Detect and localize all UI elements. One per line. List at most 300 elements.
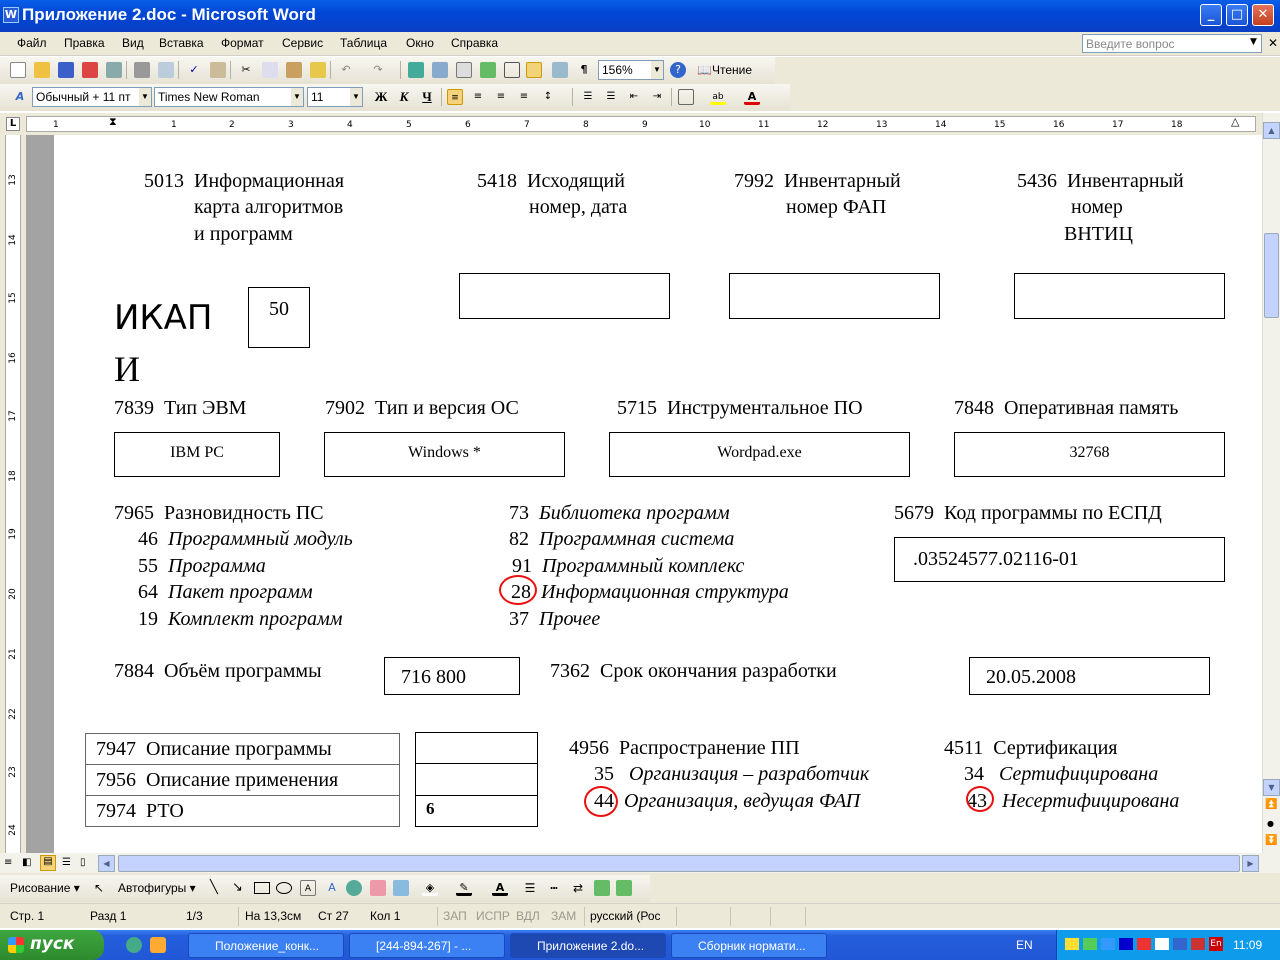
menu-view[interactable]: Вид — [122, 36, 144, 50]
quicklaunch-icon[interactable] — [150, 937, 166, 953]
paste-icon[interactable] — [286, 62, 302, 78]
field-code: 7947 — [96, 737, 136, 760]
option-text: Организация – разработчик — [629, 763, 870, 785]
font-combo[interactable] — [154, 87, 304, 107]
os-version-box[interactable] — [324, 432, 565, 477]
option-number: 37 — [509, 608, 529, 630]
ruler-number: 5 — [406, 120, 412, 130]
status-extend[interactable]: ВДЛ — [516, 909, 540, 923]
picture-icon[interactable] — [393, 880, 409, 896]
distribution-label — [569, 737, 800, 760]
computer-type-box[interactable] — [114, 432, 280, 477]
field-7902-label — [325, 397, 519, 420]
quicklaunch-ie-icon[interactable] — [126, 937, 142, 953]
field-5013-code: 5013 — [144, 170, 184, 192]
variety-option — [138, 528, 353, 551]
espd-code-box[interactable] — [894, 537, 1225, 582]
font-size-value: 11 — [311, 90, 324, 104]
separator — [671, 88, 672, 106]
research-icon[interactable] — [210, 62, 226, 78]
ikap-heading: ИКАП — [114, 298, 213, 338]
field-5418-line1: Исходящий — [527, 170, 625, 192]
vertical-scrollbar[interactable] — [1262, 113, 1280, 853]
open-icon[interactable] — [34, 62, 50, 78]
indent-marker[interactable]: ⧗ — [109, 115, 117, 128]
print-icon[interactable] — [134, 62, 150, 78]
ruler-number: 7 — [524, 120, 530, 130]
window-title: Приложение 2.doc - Microsoft Word — [22, 5, 316, 24]
tray-icon[interactable] — [1101, 938, 1115, 950]
documentation-table — [85, 733, 400, 827]
separator — [437, 907, 438, 926]
os-version-value: Windows * — [408, 444, 481, 461]
computer-type-value: IBM PC — [170, 444, 224, 461]
line-spacing-icon[interactable]: ↕ — [543, 91, 553, 102]
status-language: русский (Рос — [590, 909, 661, 923]
field-5436-code: 5436 — [1017, 170, 1057, 192]
separator — [572, 88, 573, 106]
field-5013-line2: карта алгоритмов — [194, 196, 344, 218]
redo-icon[interactable]: ↷ — [373, 63, 383, 76]
cut-icon[interactable]: ✂ — [241, 63, 251, 76]
field-5418-code: 5418 — [477, 170, 517, 192]
task-label: Сборник нормати... — [698, 939, 806, 953]
line-style-icon[interactable]: ☰ — [524, 881, 536, 895]
horizontal-scrollbar — [0, 853, 1280, 873]
tray-icon[interactable] — [1083, 938, 1097, 950]
variety-option — [138, 581, 313, 604]
option-text: Программный модуль — [168, 528, 353, 550]
wordart-icon[interactable]: A — [328, 881, 336, 894]
maximize-button[interactable]: □ — [1226, 4, 1248, 26]
font-value: Times New Roman — [158, 90, 260, 104]
ruler-number: 23 — [8, 766, 18, 778]
status-position: На 13,3см — [245, 909, 302, 923]
field-code: 4956 — [569, 737, 609, 759]
distribution-option — [594, 763, 869, 786]
new-document-icon[interactable] — [10, 62, 26, 78]
doc-value-box[interactable] — [415, 763, 538, 796]
deadline-label — [550, 660, 837, 683]
autoshapes-menu[interactable]: Автофигуры ▾ — [118, 881, 196, 895]
option-text: Программный комплекс — [542, 555, 745, 577]
chevron-down-icon: ▼ — [350, 88, 362, 106]
status-record[interactable]: ЗАП — [443, 909, 467, 923]
option-number: 82 — [509, 528, 529, 550]
menu-file[interactable]: Файл — [17, 36, 47, 50]
option-number: 64 — [138, 581, 158, 603]
ruler-number: 14 — [8, 234, 18, 246]
ruler-number: 2 — [229, 120, 235, 130]
reading-view-icon[interactable]: ▯ — [80, 857, 86, 868]
tray-icon[interactable] — [1173, 938, 1187, 950]
variety-option — [509, 608, 600, 631]
print-preview-icon[interactable] — [158, 62, 174, 78]
start-button[interactable] — [0, 930, 104, 960]
field-code: 5715 — [617, 397, 657, 419]
option-text: Программа — [168, 555, 266, 577]
align-center-icon[interactable]: ≡ — [473, 91, 483, 102]
drawing-icon[interactable] — [526, 62, 542, 78]
task-label: Приложение 2.do... — [537, 939, 645, 953]
field-7992-code: 7992 — [734, 170, 774, 192]
field-title: Сертификация — [993, 737, 1118, 759]
option-number: 43 — [967, 790, 987, 812]
diagram-icon[interactable] — [346, 880, 362, 896]
variety-option — [509, 502, 730, 525]
increase-indent-icon[interactable]: ⇥ — [652, 91, 662, 102]
option-number: 46 — [138, 528, 158, 550]
variety-option — [512, 555, 744, 578]
ruler-number: 13 — [8, 174, 18, 186]
tool-software-value: Wordpad.exe — [717, 444, 802, 461]
permission-icon[interactable] — [82, 62, 98, 78]
menu-tools[interactable]: Сервис — [282, 36, 324, 50]
numbering-icon[interactable]: ☰ — [583, 91, 593, 102]
table-row — [86, 734, 400, 765]
save-icon[interactable] — [58, 62, 74, 78]
variety-option — [138, 608, 342, 631]
font-size-combo[interactable] — [307, 87, 363, 107]
chevron-down-icon: ▼ — [291, 88, 303, 106]
tray-icon[interactable] — [1155, 938, 1169, 950]
bold-icon[interactable]: Ж — [374, 89, 388, 104]
status-overtype[interactable]: ЗАМ — [551, 909, 577, 923]
reading-label: Чтение — [711, 63, 752, 77]
start-label: пуск — [30, 934, 75, 954]
task-button[interactable] — [671, 933, 827, 958]
table-row — [86, 796, 400, 827]
table-cell — [86, 765, 400, 796]
field-7992-line1: Инвентарный — [784, 170, 901, 192]
ruler-number: 1 — [171, 120, 177, 130]
spelling-icon[interactable]: ✓ — [189, 63, 199, 76]
menu-help[interactable]: Справка — [451, 36, 499, 50]
field-code: 7965 — [114, 502, 154, 524]
textbox-icon[interactable]: A — [300, 880, 316, 896]
web-view-icon[interactable]: ◧ — [22, 857, 32, 868]
hyperlink-icon[interactable] — [408, 62, 424, 78]
separator — [230, 61, 231, 79]
field-7992-box[interactable] — [729, 273, 940, 319]
close-button[interactable]: ✕ — [1252, 4, 1274, 26]
tray-icon[interactable] — [1191, 938, 1205, 950]
ruler-track — [26, 116, 1256, 132]
clipart-icon[interactable] — [370, 880, 386, 896]
selection-circle — [499, 575, 537, 605]
undo-icon[interactable]: ↶ — [341, 63, 351, 76]
arrow-icon[interactable]: ↘ — [232, 880, 243, 895]
field-title: Срок окончания разработки — [600, 660, 837, 682]
certification-option-selected — [967, 790, 1179, 813]
title-bar — [0, 0, 1280, 32]
option-number: 34 — [964, 763, 984, 785]
ruler-number: 17 — [1112, 120, 1124, 130]
field-title: Описание применения — [146, 768, 339, 791]
bullets-icon[interactable]: ☰ — [606, 91, 616, 102]
oval-icon[interactable] — [276, 882, 292, 894]
horizontal-ruler — [0, 113, 1262, 135]
memory-value: 32768 — [1069, 444, 1110, 461]
separator — [330, 61, 331, 79]
volume-box[interactable] — [384, 657, 520, 695]
table-cell — [86, 734, 400, 765]
separator — [400, 61, 401, 79]
tray-icon[interactable] — [1137, 938, 1151, 950]
field-title: Разновидность ПС — [164, 502, 324, 524]
variety-option — [138, 555, 266, 578]
copy-icon[interactable] — [262, 62, 278, 78]
document-map-icon[interactable] — [552, 62, 568, 78]
separator — [730, 907, 731, 926]
3d-icon[interactable] — [616, 880, 632, 896]
tray-folder-icon[interactable] — [1065, 938, 1079, 950]
option-number: 28 — [511, 581, 531, 603]
reading-mode-button[interactable] — [697, 63, 752, 77]
drawing-menu[interactable]: Рисование ▾ — [10, 881, 80, 895]
chevron-down-icon: ▼ — [651, 61, 663, 79]
horizontal-scroll-thumb[interactable] — [118, 855, 1240, 872]
task-button[interactable] — [349, 933, 505, 958]
tables-borders-icon[interactable] — [432, 62, 448, 78]
chevron-down-icon: ▼ — [139, 88, 151, 106]
ruler-number: 18 — [1171, 120, 1183, 130]
field-code: 7362 — [550, 660, 590, 682]
field-5013-line1: Информационная — [194, 170, 345, 192]
ikap-number-box[interactable] — [248, 287, 310, 348]
zoom-combo[interactable] — [598, 60, 664, 80]
task-button[interactable] — [188, 933, 344, 958]
scroll-up-button[interactable]: ▲ — [1263, 122, 1280, 139]
ruler-number: 4 — [347, 120, 353, 130]
task-label: Положение_конк... — [215, 939, 320, 953]
ruler-number: 22 — [8, 708, 18, 720]
selection-circle — [966, 786, 994, 812]
justify-icon[interactable]: ≡ — [519, 91, 529, 102]
field-title: Оперативная память — [1004, 397, 1179, 419]
field-7848-label — [954, 397, 1178, 420]
distribution-option-selected — [594, 790, 860, 813]
ruler-number: 12 — [817, 120, 829, 130]
field-code: 7848 — [954, 397, 994, 419]
help-icon[interactable]: ? — [670, 62, 686, 78]
ruler-number: 15 — [8, 292, 18, 304]
underline-icon[interactable]: Ч — [422, 89, 432, 104]
fill-color-icon[interactable]: ◈ — [422, 880, 438, 896]
email-icon[interactable] — [106, 62, 122, 78]
ask-question-input[interactable]: Введите вопрос — [1082, 34, 1262, 53]
clock: 11:09 — [1233, 938, 1263, 952]
task-button-active[interactable] — [510, 933, 666, 958]
option-text: Библиотека программ — [539, 502, 730, 524]
arrow-style-icon[interactable]: ⇄ — [572, 881, 584, 895]
field-title: Распространение ПП — [619, 737, 800, 759]
align-right-icon[interactable]: ≡ — [496, 91, 506, 102]
option-text: Программная система — [539, 528, 735, 550]
font-color-icon[interactable]: A — [744, 89, 760, 105]
option-text: Информационная структура — [541, 581, 789, 603]
language-indicator[interactable]: EN — [1016, 938, 1033, 952]
ruler-number: 13 — [876, 120, 888, 130]
close-document-icon[interactable]: ✕ — [1268, 36, 1279, 50]
status-column: Кол 1 — [370, 909, 401, 923]
variety-label — [114, 502, 324, 525]
dash-style-icon[interactable]: ┅ — [550, 881, 558, 895]
ikap-heading-wrap: И — [114, 349, 140, 389]
menu-format[interactable]: Формат — [221, 36, 264, 50]
italic-icon[interactable]: К — [399, 89, 409, 104]
style-combo[interactable] — [32, 87, 152, 107]
rectangle-icon[interactable] — [254, 882, 270, 894]
ruler-number: 11 — [758, 120, 770, 130]
drawing-toolbar — [0, 875, 650, 902]
espd-label — [894, 502, 1162, 525]
doc-value-box[interactable] — [415, 732, 538, 764]
option-text: Несертифицирована — [1002, 790, 1180, 812]
selection-circle — [584, 786, 618, 817]
style-value: Обычный + 11 пт — [36, 90, 131, 104]
word-app-icon: W — [4, 8, 18, 21]
ruler-number: 16 — [1053, 120, 1065, 130]
vertical-ruler — [0, 135, 26, 853]
option-text: Прочее — [539, 608, 601, 630]
line-icon[interactable]: ╲ — [210, 880, 218, 895]
task-label: [244-894-267] - ... — [376, 939, 472, 953]
ruler-number: 19 — [8, 528, 18, 540]
separator — [676, 907, 677, 926]
ruler-number: 17 — [8, 410, 18, 422]
decrease-indent-icon[interactable]: ⇤ — [629, 91, 639, 102]
styles-pane-icon[interactable]: A — [15, 90, 25, 103]
shadow-icon[interactable] — [594, 880, 610, 896]
normal-view-icon[interactable]: ≡ — [4, 857, 13, 868]
ruler-number: 15 — [994, 120, 1006, 130]
field-code: 7839 — [114, 397, 154, 419]
columns-icon[interactable] — [504, 62, 520, 78]
minimize-button[interactable]: _ — [1200, 4, 1222, 26]
insert-table-icon[interactable] — [456, 62, 472, 78]
option-text: Сертифицирована — [999, 763, 1159, 785]
field-5013-line3: и программ — [194, 223, 293, 245]
browse-object-icon[interactable]: ● — [1267, 819, 1274, 828]
status-track-changes[interactable]: ИСПР — [476, 909, 510, 923]
scroll-right-button[interactable]: ▶ — [1242, 855, 1259, 872]
field-title: Описание программы — [146, 737, 332, 760]
text-color-icon[interactable]: A — [492, 880, 508, 896]
line-color-icon[interactable]: ✎ — [456, 880, 472, 896]
show-hide-icon[interactable]: ¶ — [580, 63, 588, 76]
next-page-icon[interactable]: ⏬ — [1265, 835, 1278, 846]
certification-option — [964, 763, 1158, 786]
memory-box[interactable] — [954, 432, 1225, 477]
deadline-box[interactable] — [969, 657, 1210, 695]
separator — [126, 61, 127, 79]
page-margin-shade — [26, 135, 54, 853]
highlight-icon[interactable]: ab — [710, 89, 726, 105]
ruler-number: 1 — [53, 120, 59, 130]
drawing-label: Рисование — [10, 881, 71, 895]
separator — [238, 907, 239, 926]
outline-view-icon[interactable]: ☰ — [62, 857, 71, 868]
option-text: Пакет программ — [168, 581, 313, 603]
book-icon: 📖 — [697, 63, 712, 77]
borders-icon[interactable] — [678, 89, 694, 105]
field-5418-box[interactable] — [459, 273, 670, 319]
ruler-number: 20 — [8, 588, 18, 600]
field-5436-box[interactable] — [1014, 273, 1225, 319]
certification-label — [944, 737, 1117, 760]
select-objects-icon[interactable]: ↖ — [94, 881, 105, 895]
scroll-down-button[interactable]: ▼ — [1263, 779, 1280, 796]
variety-option-selected — [511, 581, 789, 604]
menu-table[interactable]: Таблица — [340, 36, 388, 50]
option-text: Комплект программ — [168, 608, 343, 630]
tool-software-box[interactable] — [609, 432, 910, 477]
field-title: Объём программы — [164, 660, 322, 682]
field-7992-line2: номер ФАП — [786, 196, 887, 218]
ask-dropdown-icon[interactable]: ▼ — [1250, 37, 1257, 47]
scroll-thumb[interactable] — [1264, 233, 1279, 318]
tab-selector[interactable]: L — [6, 117, 20, 131]
field-title: Код программы по ЕСПД — [944, 502, 1162, 524]
field-5418-line2: номер, дата — [529, 196, 628, 218]
print-layout-icon[interactable]: ▤ — [40, 855, 56, 871]
separator — [441, 88, 442, 106]
volume-value: 716 800 — [401, 666, 466, 688]
doc-value-box[interactable] — [415, 795, 538, 827]
previous-page-icon[interactable]: ⏫ — [1265, 799, 1278, 810]
doc-value: 6 — [426, 799, 435, 818]
menu-insert[interactable]: Вставка — [159, 36, 204, 50]
field-7839-label — [114, 397, 246, 420]
scroll-left-button[interactable]: ◀ — [98, 855, 115, 872]
right-indent-marker[interactable]: △ — [1231, 115, 1240, 128]
status-pages: 1/3 — [186, 909, 203, 923]
field-code: 7974 — [96, 799, 136, 822]
status-line: Ст 27 — [318, 909, 349, 923]
field-title: Тип ЭВМ — [164, 397, 247, 419]
espd-code-value: .03524577.02116-01 — [913, 548, 1079, 570]
separator — [584, 907, 585, 926]
option-number: 35 — [594, 763, 614, 785]
ruler-number: 3 — [288, 120, 294, 130]
option-number: 55 — [138, 555, 158, 577]
tray-icon[interactable] — [1119, 938, 1133, 950]
status-bar — [0, 903, 1280, 928]
format-painter-icon[interactable] — [310, 62, 326, 78]
windows-logo-icon — [8, 937, 24, 953]
tray-language-icon[interactable]: En — [1210, 939, 1222, 949]
field-5436-line3: ВНТИЦ — [1064, 223, 1133, 245]
menu-window[interactable]: Окно — [406, 36, 434, 50]
ruler-number: 9 — [642, 120, 648, 130]
deadline-value: 20.05.2008 — [986, 666, 1076, 688]
separator — [178, 61, 179, 79]
align-left-icon[interactable]: ≡ — [447, 89, 463, 105]
menu-edit[interactable]: Правка — [64, 36, 105, 50]
insert-excel-icon[interactable] — [480, 62, 496, 78]
ruler-number: 16 — [8, 352, 18, 364]
system-tray — [1056, 930, 1280, 960]
document-page[interactable] — [54, 135, 1258, 853]
table-row — [86, 765, 400, 796]
option-text: Организация, ведущая ФАП — [624, 790, 861, 812]
ruler-number: 6 — [465, 120, 471, 130]
ruler-number: 24 — [8, 824, 18, 836]
table-cell — [86, 796, 400, 827]
ruler-number: 21 — [8, 648, 18, 660]
field-5436-line2: номер — [1071, 196, 1123, 218]
